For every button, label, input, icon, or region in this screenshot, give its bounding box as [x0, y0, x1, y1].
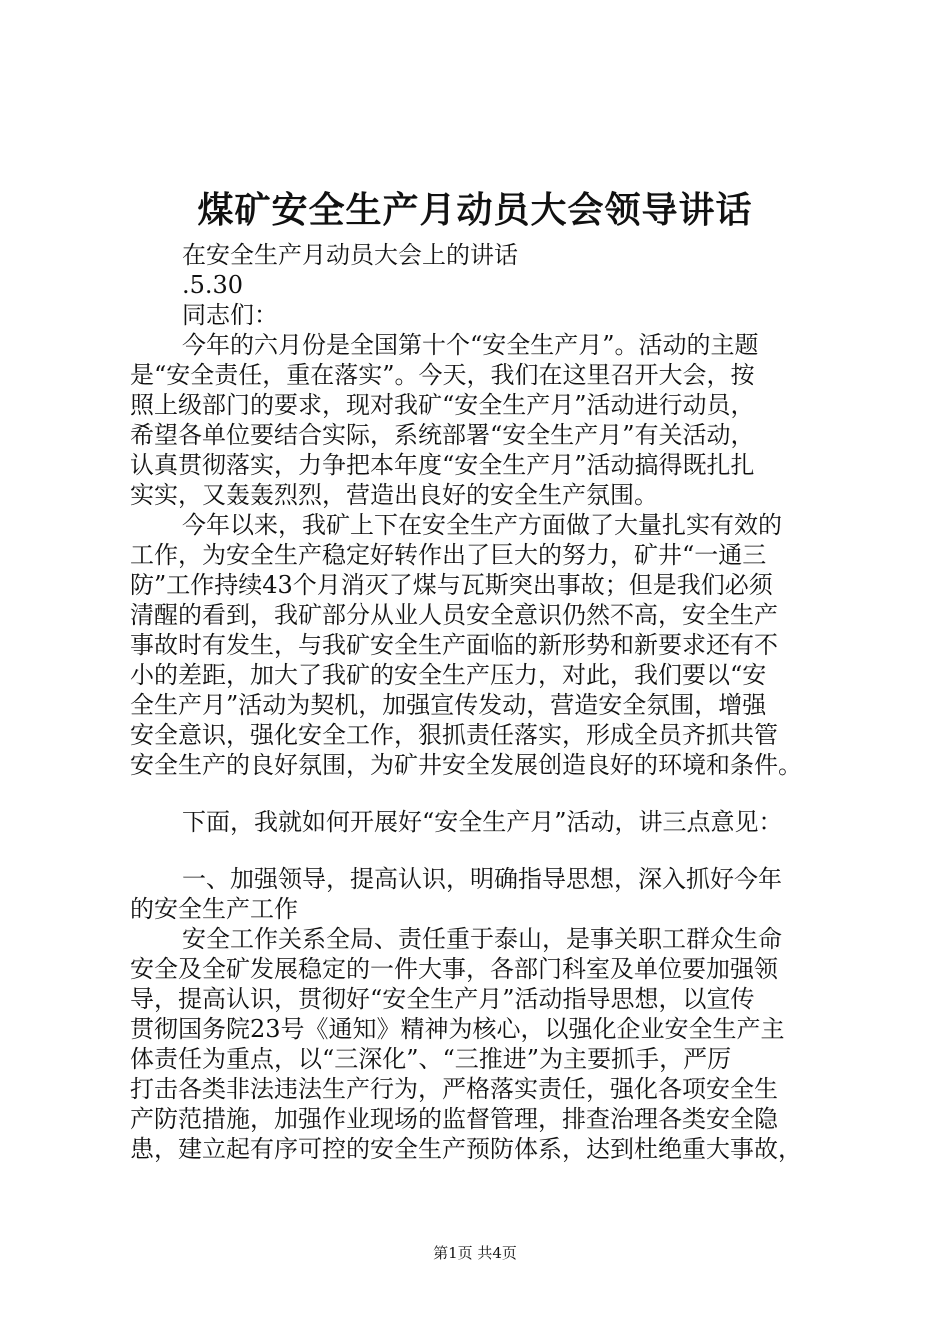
paragraph-line: 安全意识，强化安全工作，狠抓责任落实，形成全员齐抓共管: [130, 721, 778, 749]
paragraph-line: 实实，又轰轰烈烈，营造出良好的安全生产氛围。: [130, 481, 658, 509]
paragraph-line: 患，建立起有序可控的安全生产预防体系，达到杜绝重大事故，: [130, 1135, 802, 1163]
paragraph-line: 希望各单位要结合实际，系统部署“安全生产月”有关活动，: [130, 421, 755, 449]
section-heading-1: [130, 864, 840, 924]
paragraph-line: 是“安全责任，重在落实”。今天，我们在这里召开大会，按: [130, 361, 755, 389]
speech-subtitle: 在安全生产月动员大会上的讲话: [182, 241, 518, 269]
paragraph-line: 工作，为安全生产稳定好转作出了巨大的努力，矿井“一通三: [130, 541, 767, 569]
salutation: 同志们：: [182, 301, 278, 329]
document-title: 煤矿安全生产月动员大会领导讲话: [197, 189, 753, 231]
paragraph-2: [130, 510, 840, 780]
paragraph-line: 防”工作持续43个月消灭了煤与瓦斯突出事故；但是我们必须: [130, 571, 773, 599]
paragraph-line: 认真贯彻落实，力争把本年度“安全生产月”活动搞得既扎扎: [130, 451, 755, 479]
paragraph-line: 导，提高认识，贯彻好“安全生产月”活动指导思想，以宣传: [130, 985, 755, 1013]
paragraph-line: 安全及全矿发展稳定的一件大事，各部门科室及单位要加强领: [130, 955, 778, 983]
speech-date: .5.30: [182, 271, 244, 299]
page-number-footer: 第1页 共4页: [433, 1244, 517, 1262]
paragraph-line: 贯彻国务院23号《通知》精神为核心，以强化企业安全生产主: [130, 1015, 785, 1043]
document-body: [130, 240, 840, 1164]
paragraph-4: [130, 924, 840, 1164]
paragraph-spacer: [130, 780, 840, 807]
paragraph-line: 事故时有发生，与我矿安全生产面临的新形势和新要求还有不: [130, 631, 778, 659]
paragraph-3: 下面，我就如何开展好“安全生产月”活动，讲三点意见：: [182, 808, 783, 836]
paragraph-line: 今年的六月份是全国第十个“安全生产月”。活动的主题: [182, 331, 759, 359]
paragraph-line: 小的差距，加大了我矿的安全生产压力，对此，我们要以“安: [130, 661, 767, 689]
paragraph-line: 安全工作关系全局、责任重于泰山，是事关职工群众生命: [182, 925, 782, 953]
heading-line: 的安全生产工作: [130, 895, 298, 923]
paragraph-spacer: [130, 837, 840, 864]
paragraph-line: 产防范措施，加强作业现场的监督管理，排查治理各类安全隐: [130, 1105, 778, 1133]
paragraph-line: 打击各类非法违法生产行为，严格落实责任，强化各项安全生: [130, 1075, 778, 1103]
paragraph-line: 体责任为重点，以“三深化”、“三推进”为主要抓手，严厉: [130, 1045, 732, 1073]
paragraph-line: 清醒的看到，我矿部分从业人员安全意识仍然不高，安全生产: [130, 601, 778, 629]
heading-line: 一、加强领导，提高认识，明确指导思想，深入抓好今年: [182, 865, 782, 893]
paragraph-line: 今年以来，我矿上下在安全生产方面做了大量扎实有效的: [182, 511, 782, 539]
paragraph-line: 安全生产的良好氛围，为矿井安全发展创造良好的环境和条件。: [130, 751, 802, 779]
paragraph-1: [130, 330, 840, 510]
paragraph-line: 照上级部门的要求，现对我矿“安全生产月”活动进行动员，: [130, 391, 755, 419]
paragraph-line: 全生产月”活动为契机，加强宣传发动，营造安全氛围，增强: [130, 691, 767, 719]
